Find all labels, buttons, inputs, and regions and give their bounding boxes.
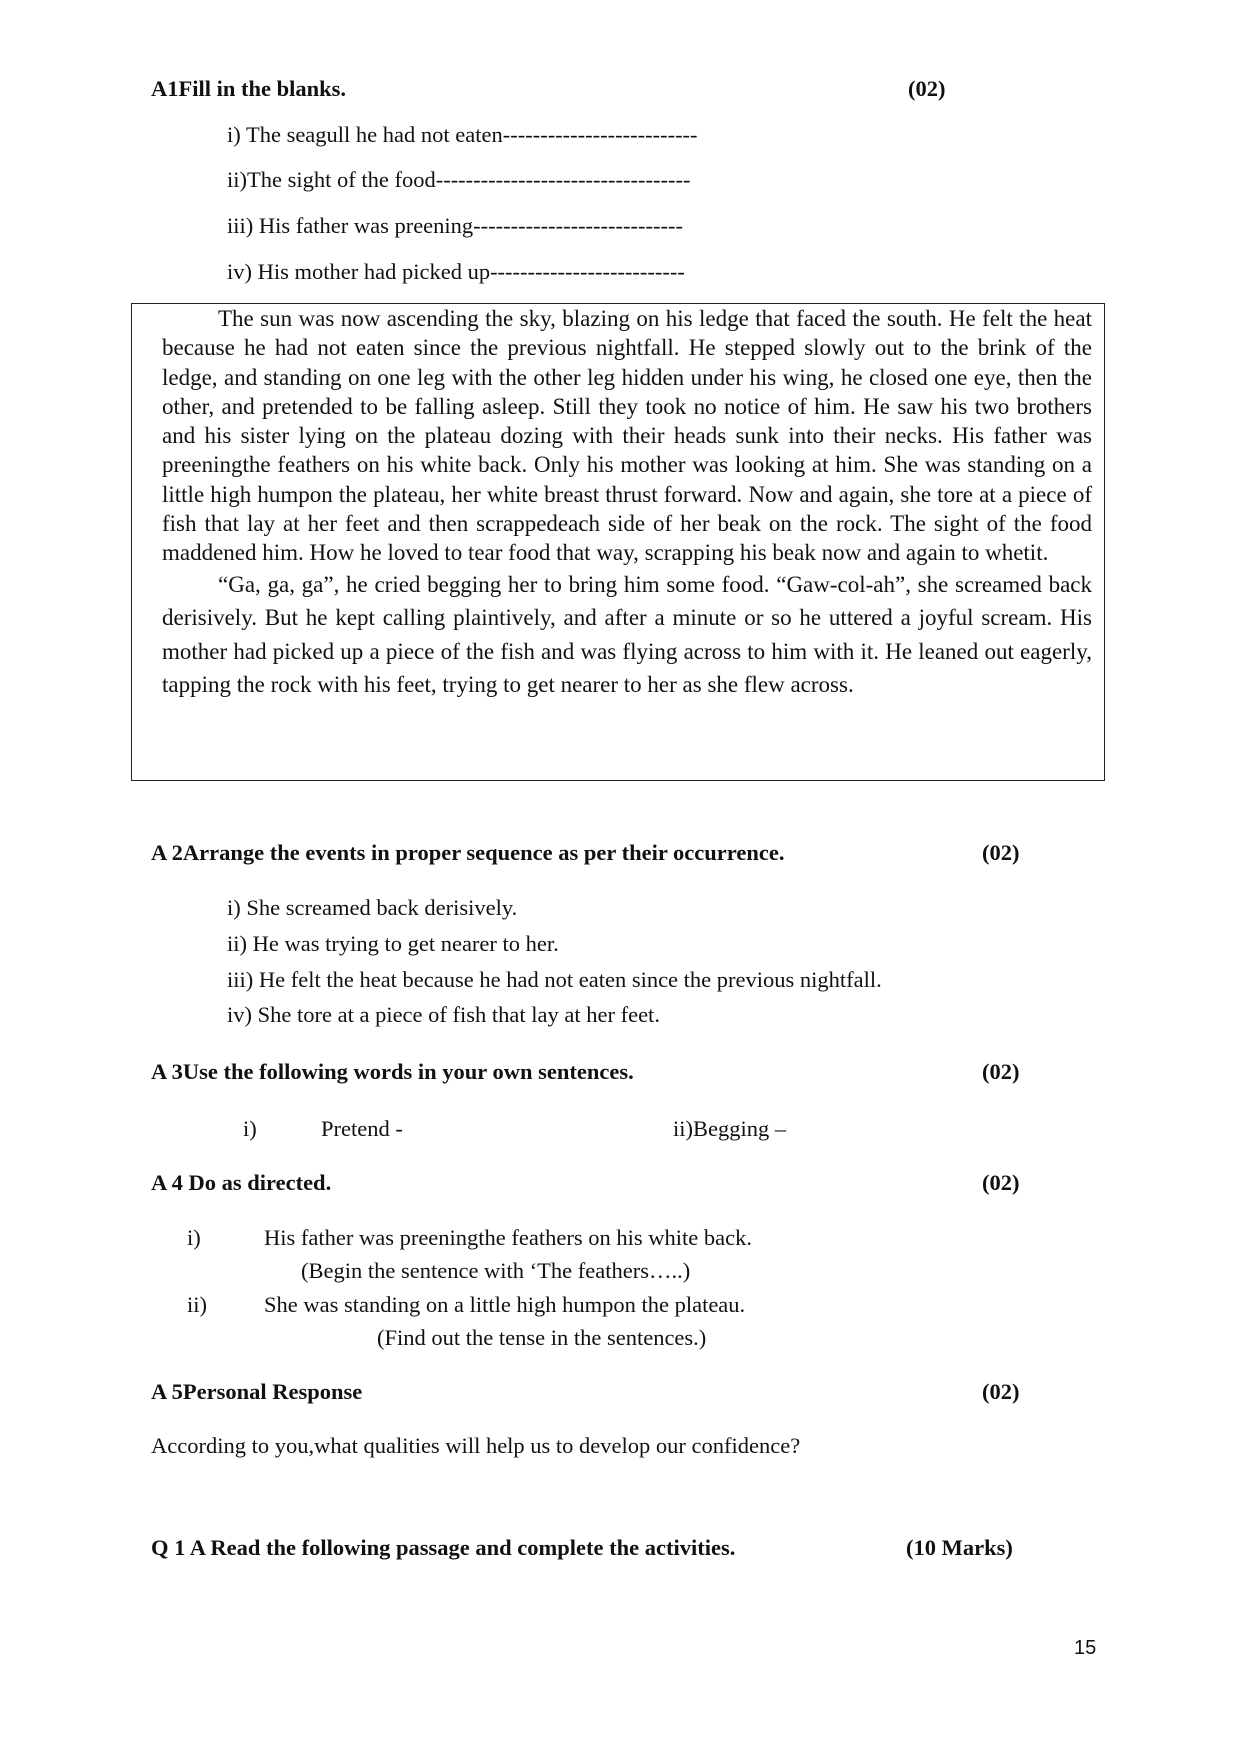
a2-marks: (02) [982,840,1020,865]
a3-heading: A 3Use the following words in your own sentences. [151,1059,634,1084]
a4-heading: A 4 Do as directed. [151,1170,332,1195]
a5-marks: (02) [982,1379,1020,1404]
a5-heading: A 5Personal Response [151,1379,363,1404]
page-number: 15 [1074,1637,1097,1659]
passage-text [162,304,1092,702]
a2-item-1: i) She screamed back derisively. [227,895,518,920]
q1-marks: (10 Marks) [906,1535,1013,1560]
a4-item-1-instruction: (Begin the sentence with ‘The feathers…..) [301,1258,691,1283]
a3-item-1-word: Pretend - [321,1116,403,1141]
a4-item-2-instruction: (Find out the tense in the sentences.) [377,1325,707,1350]
a4-item-1-number: i) [187,1225,201,1250]
a2-item-4: iv) She tore at a piece of fish that lay at her feet. [227,1002,660,1027]
a3-marks: (02) [982,1059,1020,1084]
a1-marks: (02) [908,76,946,101]
a1-item-3: iii) His father was preening---------------------------- [227,213,683,238]
a1-item-4: iv) His mother had picked up-------------------------- [227,259,685,284]
a1-heading: A1Fill in the blanks. [151,76,347,101]
a3-item-2: ii)Begging – [673,1116,787,1141]
q1-heading: Q 1 A Read the following passage and complete the activities. [151,1535,736,1560]
a5-question: According to you,what qualities will help us to develop our confidence? [151,1433,801,1458]
a1-item-1: i) The seagull he had not eaten-------------------------- [227,122,698,147]
a4-item-1-text: His father was preeningthe feathers on his white back. [264,1225,752,1250]
a1-item-2: ii)The sight of the food---------------------------------- [227,167,691,192]
a2-item-2: ii) He was trying to get nearer to her. [227,931,559,956]
a3-item-1-number: i) [243,1116,257,1141]
passage-paragraph-1: The sun was now ascending the sky, blazing on his ledge that faced the south. He felt the heat because he had not eaten since the previous nightfall. He stepped slowly out to the brink of the ledge, and standing on one leg with the other leg hidden under his wing, he closed one eye, then the other, and pretended to be falling asleep. Still they took no notice of him. He saw his two brothers and his sister lying on the plateau dozing with their heads sunk into their necks. His father was preeningthe feathers on his white back. Only his mother was looking at him. She was standing on a little high humpon the plateau, her white breast thrust forward. Now and again, she tore at a piece of fish that lay at her feet and then scrappedeach side of her beak on the rock. The sight of the food maddened him. How he loved to tear food that way, scrapping his beak now and again to whetit. [162,306,1092,566]
a2-item-3: iii) He felt the heat because he had not eaten since the previous nightfall. [227,967,882,992]
a4-item-2-text: She was standing on a little high humpon the plateau. [264,1292,746,1317]
a4-item-2-number: ii) [187,1292,207,1317]
a2-heading: A 2Arrange the events in proper sequence as per their occurrence. [151,840,785,865]
a4-marks: (02) [982,1170,1020,1195]
passage-paragraph-2: “Ga, ga, ga”, he cried begging her to bring him some food. “Gaw-col-ah”, she screamed back derisively. But he kept calling plaintively, and after a minute or so he uttered a joyful scream. His mother had picked up a piece of the fish and was flying across to him with it. He leaned out eagerly, tapping the rock with his feet, trying to get nearer to her as she flew across. [162,571,1092,698]
